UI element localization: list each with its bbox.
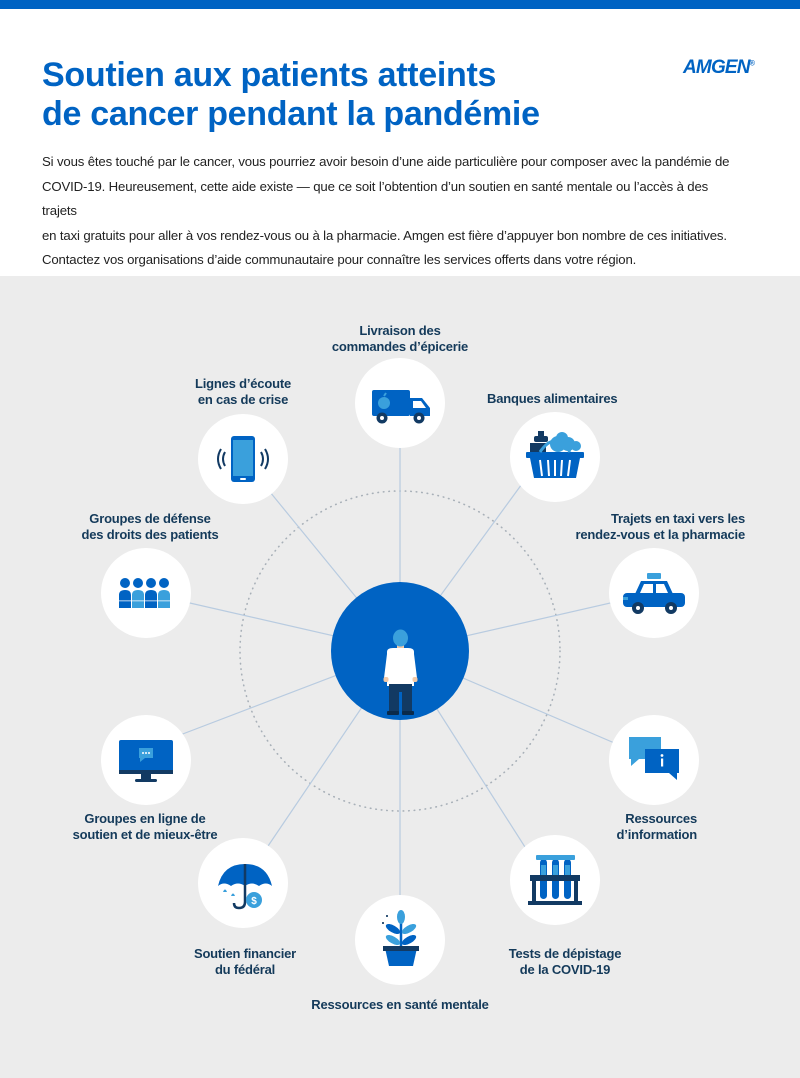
center-person-circle bbox=[331, 582, 469, 720]
person-icon bbox=[331, 582, 469, 720]
label-line: commandes d’épicerie bbox=[331, 339, 469, 354]
label-line: en cas de crise bbox=[197, 392, 289, 407]
label-online-support-groups bbox=[40, 811, 250, 843]
people-group-icon bbox=[101, 548, 191, 638]
intro-line-2: COVID-19. Heureusement, cette aide existe — que ce soit l’obtention d’un soutien en santé mentale ou l’accès à des trajets bbox=[42, 178, 709, 218]
delivery-truck-icon bbox=[355, 358, 445, 448]
label-mental-health bbox=[280, 997, 520, 1013]
label-line: Tests de dépistage bbox=[508, 946, 622, 961]
smartphone-icon bbox=[198, 414, 288, 504]
label-line: Groupes en ligne de bbox=[84, 811, 206, 826]
label-taxi-rides bbox=[520, 511, 745, 543]
title-line-2: de cancer pendant la pandémie bbox=[42, 95, 540, 133]
node-grocery-delivery bbox=[355, 358, 445, 448]
label-line: Livraison des bbox=[359, 323, 441, 338]
node-federal-financial-support bbox=[198, 838, 288, 928]
title-line-1: Soutien aux patients atteints bbox=[42, 56, 497, 94]
node-online-support-groups bbox=[101, 715, 191, 805]
logo-text: AMGEN bbox=[683, 57, 750, 78]
label-line: Groupes de défense bbox=[89, 511, 211, 526]
label-federal-financial-support bbox=[160, 946, 330, 978]
label-covid-testing bbox=[480, 946, 650, 978]
label-line: Ressources en santé mentale bbox=[311, 997, 489, 1012]
node-patient-advocacy-groups bbox=[101, 548, 191, 638]
label-line: Ressources bbox=[625, 811, 697, 826]
node-covid-testing bbox=[510, 835, 600, 925]
node-information-resources bbox=[609, 715, 699, 805]
label-line: Lignes d’écoute bbox=[195, 376, 291, 391]
umbrella-money-icon bbox=[198, 838, 288, 928]
label-line: soutien et de mieux-être bbox=[72, 827, 218, 842]
label-information-resources bbox=[570, 811, 697, 843]
intro-line-1: Si vous êtes touché par le cancer, vous pourriez avoir besoin d’une aide particulière pour composer avec la pandémie de bbox=[42, 154, 730, 169]
label-line: Soutien financier bbox=[193, 946, 297, 961]
taxi-icon bbox=[609, 548, 699, 638]
plant-pot-icon bbox=[355, 895, 445, 985]
node-taxi-rides bbox=[609, 548, 699, 638]
label-line: Banques alimentaires bbox=[487, 391, 618, 406]
label-patient-advocacy-groups bbox=[50, 511, 250, 543]
node-mental-health bbox=[355, 895, 445, 985]
monitor-chat-icon bbox=[101, 715, 191, 805]
label-grocery-delivery bbox=[310, 323, 490, 355]
label-line: du fédéral bbox=[214, 962, 276, 977]
label-food-banks bbox=[487, 391, 687, 407]
food-basket-icon bbox=[510, 412, 600, 502]
node-crisis-hotlines bbox=[198, 414, 288, 504]
label-line: rendez-vous et la pharmacie bbox=[575, 527, 745, 542]
test-tubes-icon bbox=[510, 835, 600, 925]
label-line: de la COVID-19 bbox=[519, 962, 611, 977]
intro-line-3: en taxi gratuits pour aller à vos rendez-vous ou à la pharmacie. Amgen est fière d’appuyer bon nombre de ces initiatives. bbox=[42, 227, 727, 243]
info-chat-icon bbox=[609, 715, 699, 805]
intro-line-4: Contactez vos organisations d’aide communautaire pour connaître les services offerts dans votre région. bbox=[42, 252, 637, 267]
svg-text:$: $ bbox=[251, 896, 257, 907]
label-line: des droits des patients bbox=[81, 527, 219, 542]
label-crisis-hotlines bbox=[163, 376, 323, 408]
label-line: d’information bbox=[616, 827, 697, 842]
label-line: Trajets en taxi vers les bbox=[611, 511, 745, 526]
logo-registered-mark: ® bbox=[749, 60, 755, 68]
node-food-banks bbox=[510, 412, 600, 502]
